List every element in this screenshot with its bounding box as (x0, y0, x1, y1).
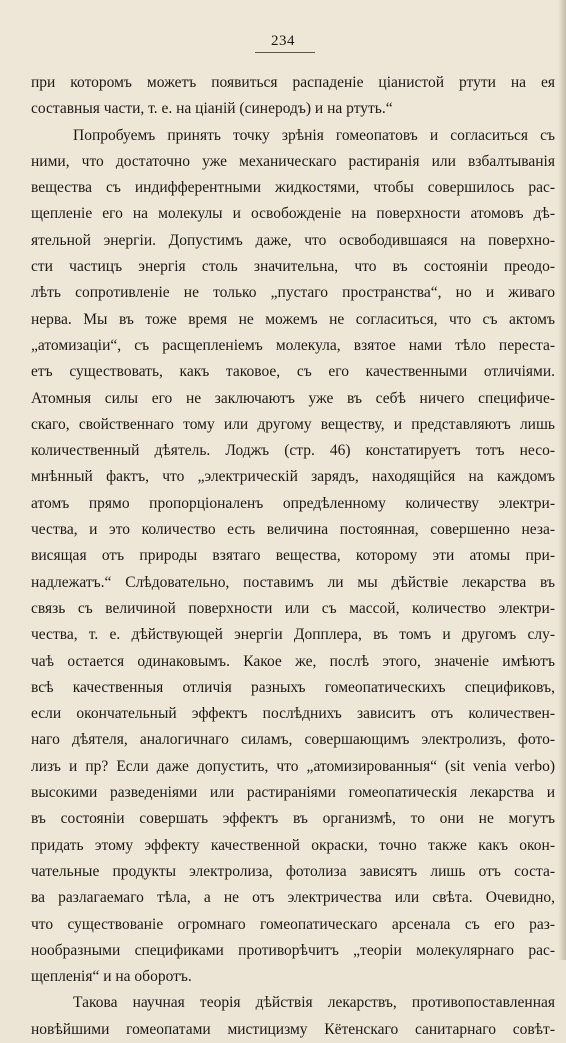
page-number-rule (255, 52, 315, 53)
text-line: нообразными спецификами противорѣчитъ „теоріи молекулярнаго рас- (31, 941, 555, 959)
text-line: нерва. Мы въ тоже время не можемъ не согласиться, что съ актомъ (31, 310, 555, 328)
text-line: ними, что достаточно уже механическаго растиранія или взбалтыванія (31, 152, 555, 170)
text-line: чательные продукты электролиза, фотолиза зависятъ лишь отъ соста- (31, 862, 555, 880)
text-line: ятельной энергіи. Допустимъ даже, что освободившаяся на поверхно- (31, 231, 555, 249)
text-line: лѣть сопротивленіе не только „пустаго пространства“, но и живаго (31, 284, 555, 302)
text-line: въ состояніи совершать эффектъ въ организмѣ, то они не могутъ (31, 810, 555, 828)
text-line: щепленія“ и на оборотъ. (31, 968, 192, 986)
text-line: новѣйшими гомеопатами мистицизму Кётенскаго санитарнаго совѣт- (31, 1020, 555, 1038)
text-line: надлежатъ.“ Слѣдовательно, поставимъ ли мы дѣйствіе лекарства въ (31, 573, 555, 591)
text-line: сти частицъ энергія столь значительна, что въ состояніи преодо- (31, 258, 555, 276)
text-line: чества, и это количество есть величина постоянная, совершенно неза- (31, 521, 555, 539)
text-line: Попробуемъ принять точку зрѣнія гомеопатовъ и согласиться съ (73, 126, 555, 144)
text-line: ва разлагаемаго тѣла, а не отъ электричества или свѣта. Очевидно, (31, 889, 555, 907)
text-line: что существованіе огромнаго гомеопатическаго арсенала съ его раз- (31, 915, 555, 933)
text-line: Такова научная теорія дѣйствія лекарствъ, противопоставленная (73, 994, 555, 1012)
text-line: лизъ и пр? Если даже допустить, что „атомизированныя“ (sit venia verbo) (31, 757, 555, 775)
page-edge-shadow (558, 0, 566, 960)
text-line: скаго, свойственнаго тому или другому веществу, и представляютъ лишь (31, 415, 555, 433)
text-line: щепленіе его на молекулы и освобожденіе на поверхности атомовъ дѣ- (31, 205, 555, 223)
text-line: всѣ качественныя отличія разныхъ гомеопатическихъ спецификовъ, (31, 678, 555, 696)
text-line: связь съ величиной поверхности или съ массой, количество электри- (31, 599, 555, 617)
text-line: придать этому эффекту качественной окраски, точно также какъ окон- (31, 836, 555, 854)
text-line: если окончательный эффектъ послѣднихъ зависитъ отъ количествен- (31, 705, 555, 723)
text-line: етъ существовать, какъ таковое, съ его качественными отличіями. (31, 363, 555, 381)
text-line: высокими разведеніями или растираніями гомеопатическія лекарства и (31, 784, 555, 802)
body-text (31, 70, 555, 1043)
text-line: Атомныя силы его не заключаютъ уже въ себѣ ничего специфиче- (31, 389, 555, 407)
text-line: наго дѣятеля, аналогичнаго силамъ, совершающимъ электролизъ, фото- (31, 731, 555, 749)
text-line: чаѣ остается одинаковымъ. Какое же, послѣ этого, значеніе имѣютъ (31, 652, 555, 670)
text-line: висящая отъ природы взятаго вещества, которому эти атомы при- (31, 547, 555, 565)
text-line: мнѣнный фактъ, что „электрическій зарядъ, находящійся на каждомъ (31, 468, 555, 486)
page-number: 234 (271, 33, 295, 49)
text-line: при которомъ можетъ появиться распаденіе ціанистой ртути на ея (31, 74, 555, 91)
text-line: количественный дѣятель. Лоджъ (стр. 46) констатируетъ тотъ несо- (31, 442, 555, 460)
text-line: составныя части, т. е. на ціаній (синеродъ) и на ртуть.“ (31, 100, 393, 118)
text-line: чества, т. е. дѣйствующей энергіи Допплера, въ томъ и другомъ слу- (31, 626, 555, 644)
text-line: атомъ прямо пропорціоналенъ опредѣленному количеству электри- (31, 494, 555, 512)
text-line: вещества съ индифферентными жидкостями, чтобы совершилось рас- (31, 179, 555, 197)
text-line: „атомизаціи“, съ расщепленіемъ молекула, взятое нами тѣло переста- (31, 336, 555, 354)
